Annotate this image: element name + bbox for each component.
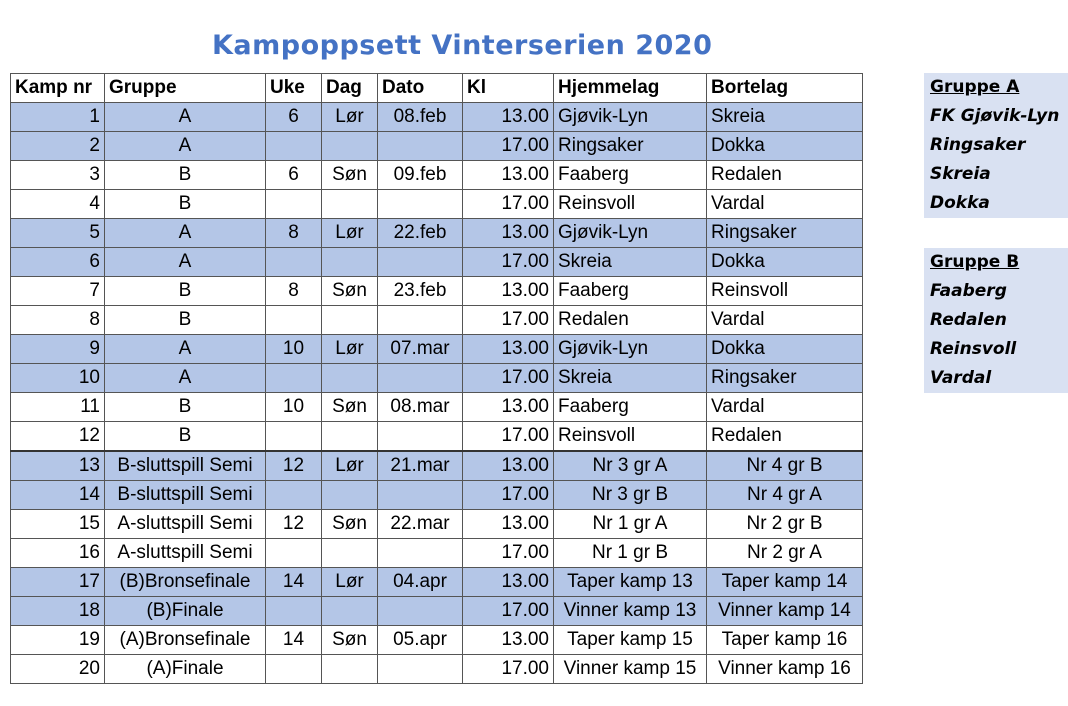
away-team-cell: Ringsaker [707,219,863,248]
table-row [11,393,863,422]
away-team-cell: Taper kamp 16 [707,626,863,655]
week-cell [266,364,322,393]
time-cell: 17.00 [463,190,554,219]
match-number-cell: 16 [11,539,105,568]
home-team-cell: Skreia [554,364,707,393]
group-cell: B [105,306,266,335]
date-cell: 07.mar [378,335,463,364]
day-cell: Lør [322,335,378,364]
away-team-cell: Vinner kamp 14 [707,597,863,626]
time-cell: 13.00 [463,393,554,422]
away-team-cell: Dokka [707,248,863,277]
table-row [11,103,863,132]
date-cell [378,306,463,335]
week-cell: 8 [266,219,322,248]
group-b-team: Redalen [930,310,1007,330]
away-team-cell: Dokka [707,132,863,161]
week-cell [266,306,322,335]
table-row [11,597,863,626]
time-cell: 13.00 [463,103,554,132]
week-cell: 6 [266,161,322,190]
match-number-cell: 20 [11,655,105,684]
group-a-box [924,73,1068,218]
table-row [11,451,863,481]
match-number-cell: 11 [11,393,105,422]
week-cell [266,481,322,510]
away-team-cell: Vinner kamp 16 [707,655,863,684]
home-team-cell: Vinner kamp 13 [554,597,707,626]
page-title: Kampoppsett Vinterserien 2020 [212,30,713,61]
home-team-cell: Faaberg [554,393,707,422]
col-header-hjemmelag: Hjemmelag [554,74,707,103]
time-cell: 13.00 [463,335,554,364]
day-cell: Søn [322,626,378,655]
week-cell: 14 [266,626,322,655]
home-team-cell: Gjøvik-Lyn [554,219,707,248]
col-header-kamp-nr: Kamp nr [11,74,105,103]
group-cell: A [105,132,266,161]
date-cell: 09.feb [378,161,463,190]
time-cell: 13.00 [463,568,554,597]
week-cell: 10 [266,335,322,364]
home-team-cell: Faaberg [554,277,707,306]
table-row [11,510,863,539]
away-team-cell: Skreia [707,103,863,132]
table-row [11,306,863,335]
date-cell [378,190,463,219]
group-b-title: Gruppe B [930,252,1020,272]
group-cell: B [105,190,266,219]
date-cell: 22.mar [378,510,463,539]
group-a-team: FK Gjøvik-Lyn [930,106,1060,126]
table-row [11,132,863,161]
group-cell: B [105,277,266,306]
away-team-cell: Nr 2 gr B [707,510,863,539]
day-cell: Lør [322,103,378,132]
day-cell [322,190,378,219]
group-b-box [924,248,1068,393]
table-row [11,248,863,277]
date-cell [378,539,463,568]
away-team-cell: Redalen [707,422,863,452]
group-b-team: Reinsvoll [930,339,1017,359]
day-cell [322,422,378,452]
date-cell [378,655,463,684]
home-team-cell: Taper kamp 13 [554,568,707,597]
col-header-dag: Dag [322,74,378,103]
week-cell: 6 [266,103,322,132]
day-cell [322,539,378,568]
away-team-cell: Vardal [707,190,863,219]
match-number-cell: 2 [11,132,105,161]
group-cell: B [105,393,266,422]
table-row [11,335,863,364]
away-team-cell: Taper kamp 14 [707,568,863,597]
time-cell: 17.00 [463,655,554,684]
home-team-cell: Ringsaker [554,132,707,161]
group-cell: (B)Bronsefinale [105,568,266,597]
away-team-cell: Redalen [707,161,863,190]
time-cell: 17.00 [463,248,554,277]
day-cell [322,248,378,277]
time-cell: 13.00 [463,219,554,248]
date-cell: 08.feb [378,103,463,132]
time-cell: 13.00 [463,510,554,539]
time-cell: 13.00 [463,277,554,306]
group-a-team: Ringsaker [930,135,1026,155]
col-header-uke: Uke [266,74,322,103]
time-cell: 13.00 [463,451,554,481]
home-team-cell: Gjøvik-Lyn [554,335,707,364]
match-number-cell: 7 [11,277,105,306]
match-number-cell: 1 [11,103,105,132]
time-cell: 13.00 [463,161,554,190]
match-number-cell: 6 [11,248,105,277]
home-team-cell: Taper kamp 15 [554,626,707,655]
match-number-cell: 13 [11,451,105,481]
day-cell: Søn [322,393,378,422]
group-cell: A-sluttspill Semi [105,510,266,539]
day-cell: Lør [322,568,378,597]
away-team-cell: Nr 4 gr A [707,481,863,510]
col-header-kl: Kl [463,74,554,103]
group-cell: A [105,219,266,248]
week-cell: 14 [266,568,322,597]
group-cell: A [105,335,266,364]
time-cell: 17.00 [463,539,554,568]
time-cell: 17.00 [463,597,554,626]
table-row [11,539,863,568]
group-cell: (B)Finale [105,597,266,626]
day-cell: Søn [322,510,378,539]
home-team-cell: Faaberg [554,161,707,190]
table-row [11,161,863,190]
match-number-cell: 8 [11,306,105,335]
home-team-cell: Vinner kamp 15 [554,655,707,684]
date-cell: 08.mar [378,393,463,422]
table-row [11,190,863,219]
date-cell [378,248,463,277]
week-cell: 12 [266,451,322,481]
schedule-table [10,73,863,684]
week-cell [266,655,322,684]
group-a-team: Dokka [930,193,990,213]
time-cell: 17.00 [463,481,554,510]
group-cell: B [105,422,266,452]
date-cell [378,132,463,161]
home-team-cell: Nr 1 gr A [554,510,707,539]
col-header-dato: Dato [378,74,463,103]
group-cell: B-sluttspill Semi [105,481,266,510]
day-cell [322,597,378,626]
group-cell: A [105,103,266,132]
date-cell [378,422,463,452]
date-cell: 04.apr [378,568,463,597]
table-row [11,481,863,510]
day-cell: Søn [322,161,378,190]
date-cell: 22.feb [378,219,463,248]
week-cell [266,132,322,161]
home-team-cell: Nr 3 gr A [554,451,707,481]
home-team-cell: Reinsvoll [554,422,707,452]
group-cell: A-sluttspill Semi [105,539,266,568]
match-number-cell: 15 [11,510,105,539]
table-row [11,219,863,248]
away-team-cell: Vardal [707,306,863,335]
day-cell [322,132,378,161]
group-a-team: Skreia [930,164,991,184]
group-cell: (A)Finale [105,655,266,684]
table-row [11,364,863,393]
home-team-cell: Redalen [554,306,707,335]
match-number-cell: 14 [11,481,105,510]
away-team-cell: Nr 4 gr B [707,451,863,481]
home-team-cell: Skreia [554,248,707,277]
week-cell: 8 [266,277,322,306]
day-cell: Lør [322,451,378,481]
group-cell: (A)Bronsefinale [105,626,266,655]
col-header-gruppe: Gruppe [105,74,266,103]
week-cell: 12 [266,510,322,539]
schedule-body [11,103,863,684]
date-cell [378,364,463,393]
time-cell: 13.00 [463,626,554,655]
match-number-cell: 12 [11,422,105,452]
home-team-cell: Nr 1 gr B [554,539,707,568]
week-cell [266,190,322,219]
day-cell [322,306,378,335]
table-row [11,568,863,597]
match-number-cell: 5 [11,219,105,248]
week-cell [266,597,322,626]
home-team-cell: Nr 3 gr B [554,481,707,510]
match-number-cell: 9 [11,335,105,364]
match-number-cell: 18 [11,597,105,626]
match-number-cell: 3 [11,161,105,190]
match-number-cell: 17 [11,568,105,597]
date-cell [378,481,463,510]
match-number-cell: 4 [11,190,105,219]
time-cell: 17.00 [463,132,554,161]
group-cell: B-sluttspill Semi [105,451,266,481]
group-cell: A [105,364,266,393]
group-cell: A [105,248,266,277]
away-team-cell: Ringsaker [707,364,863,393]
col-header-bortelag: Bortelag [707,74,863,103]
home-team-cell: Gjøvik-Lyn [554,103,707,132]
away-team-cell: Nr 2 gr A [707,539,863,568]
date-cell: 23.feb [378,277,463,306]
group-b-team: Faaberg [930,281,1007,301]
away-team-cell: Vardal [707,393,863,422]
week-cell [266,422,322,452]
week-cell: 10 [266,393,322,422]
table-row [11,277,863,306]
group-cell: B [105,161,266,190]
date-cell: 21.mar [378,451,463,481]
date-cell: 05.apr [378,626,463,655]
time-cell: 17.00 [463,364,554,393]
day-cell [322,655,378,684]
day-cell [322,364,378,393]
match-number-cell: 10 [11,364,105,393]
table-row [11,422,863,452]
header-row [11,74,863,103]
group-a-title: Gruppe A [930,77,1020,97]
away-team-cell: Reinsvoll [707,277,863,306]
day-cell: Søn [322,277,378,306]
table-row [11,655,863,684]
group-b-team: Vardal [930,368,992,388]
time-cell: 17.00 [463,422,554,452]
week-cell [266,248,322,277]
time-cell: 17.00 [463,306,554,335]
week-cell [266,539,322,568]
date-cell [378,597,463,626]
match-number-cell: 19 [11,626,105,655]
away-team-cell: Dokka [707,335,863,364]
table-row [11,626,863,655]
home-team-cell: Reinsvoll [554,190,707,219]
day-cell: Lør [322,219,378,248]
day-cell [322,481,378,510]
